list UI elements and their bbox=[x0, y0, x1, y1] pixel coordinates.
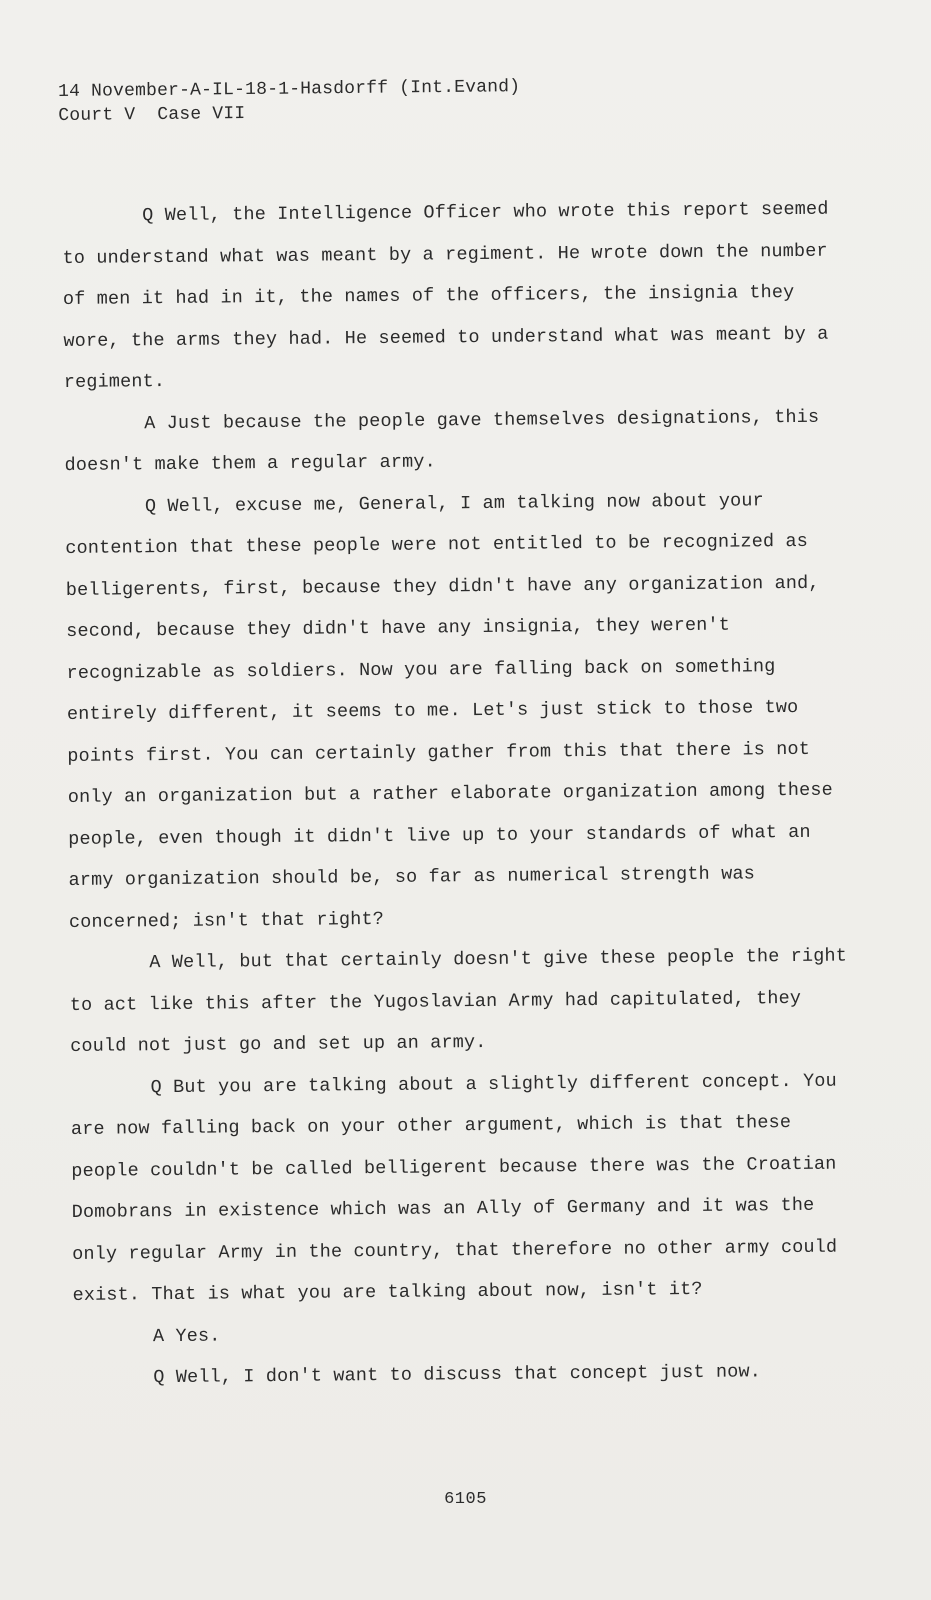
transcript-paragraph: A Well, but that certainly doesn't give these people the right to act like this after the Yugoslavian Army had capitulated, they could not just go and set up an army. bbox=[69, 945, 848, 1057]
transcript-paragraph: A Yes. bbox=[152, 1325, 221, 1347]
transcript-paragraph: Q Well, the Intelligence Officer who wrote this report seemed to understand what was meant by a regiment. He wrote down the number of men it had in it, the names of the officers, the insignia they wore, the arms they had. He seemed to understand what was meant by a regiment. bbox=[62, 198, 829, 393]
transcript-paragraph: Q Well, excuse me, General, I am talking now about your contention that these people were not entitled to be recognized as belligerents, first, because they didn't have any organization and, second, because they didn't have any insignia, they weren't recognizable as soldiers. Now you are falling back on something entirely different, it seems to me. Let's just stick to those two points first. You can certainly gather from this that there is not only an organization but a rather elaborate organization among these people, even though it didn't live up to your standards of what an army organization should be, so far as numerical strength was concerned; isn't that right? bbox=[65, 489, 833, 933]
transcript-paragraph: A Just because the people gave themselves designations, this doesn't make them a regular army. bbox=[64, 406, 820, 476]
transcript-paragraph: Q But you are talking about a slightly different concept. You are now falling back on your other argument, which is that these people couldn't be called belligerent because there was the Croatian Domobrans in existence which was an Ally of Germany and it was the only regular Army in the country, that therefore no other army could exist. That is what you are talking about now, isn't it? bbox=[70, 1070, 838, 1306]
transcript-paragraph: Q Well, I don't want to discuss that concept just now. bbox=[153, 1361, 762, 1389]
transcript-body bbox=[62, 188, 864, 1399]
header-line-1: 14 November-A-IL-18-1-Hasdorff (Int.Evand) bbox=[58, 77, 521, 102]
header-line-2: Court V Case VII bbox=[58, 104, 246, 126]
page-number: 6105 bbox=[444, 1490, 487, 1509]
document-header bbox=[58, 75, 521, 128]
